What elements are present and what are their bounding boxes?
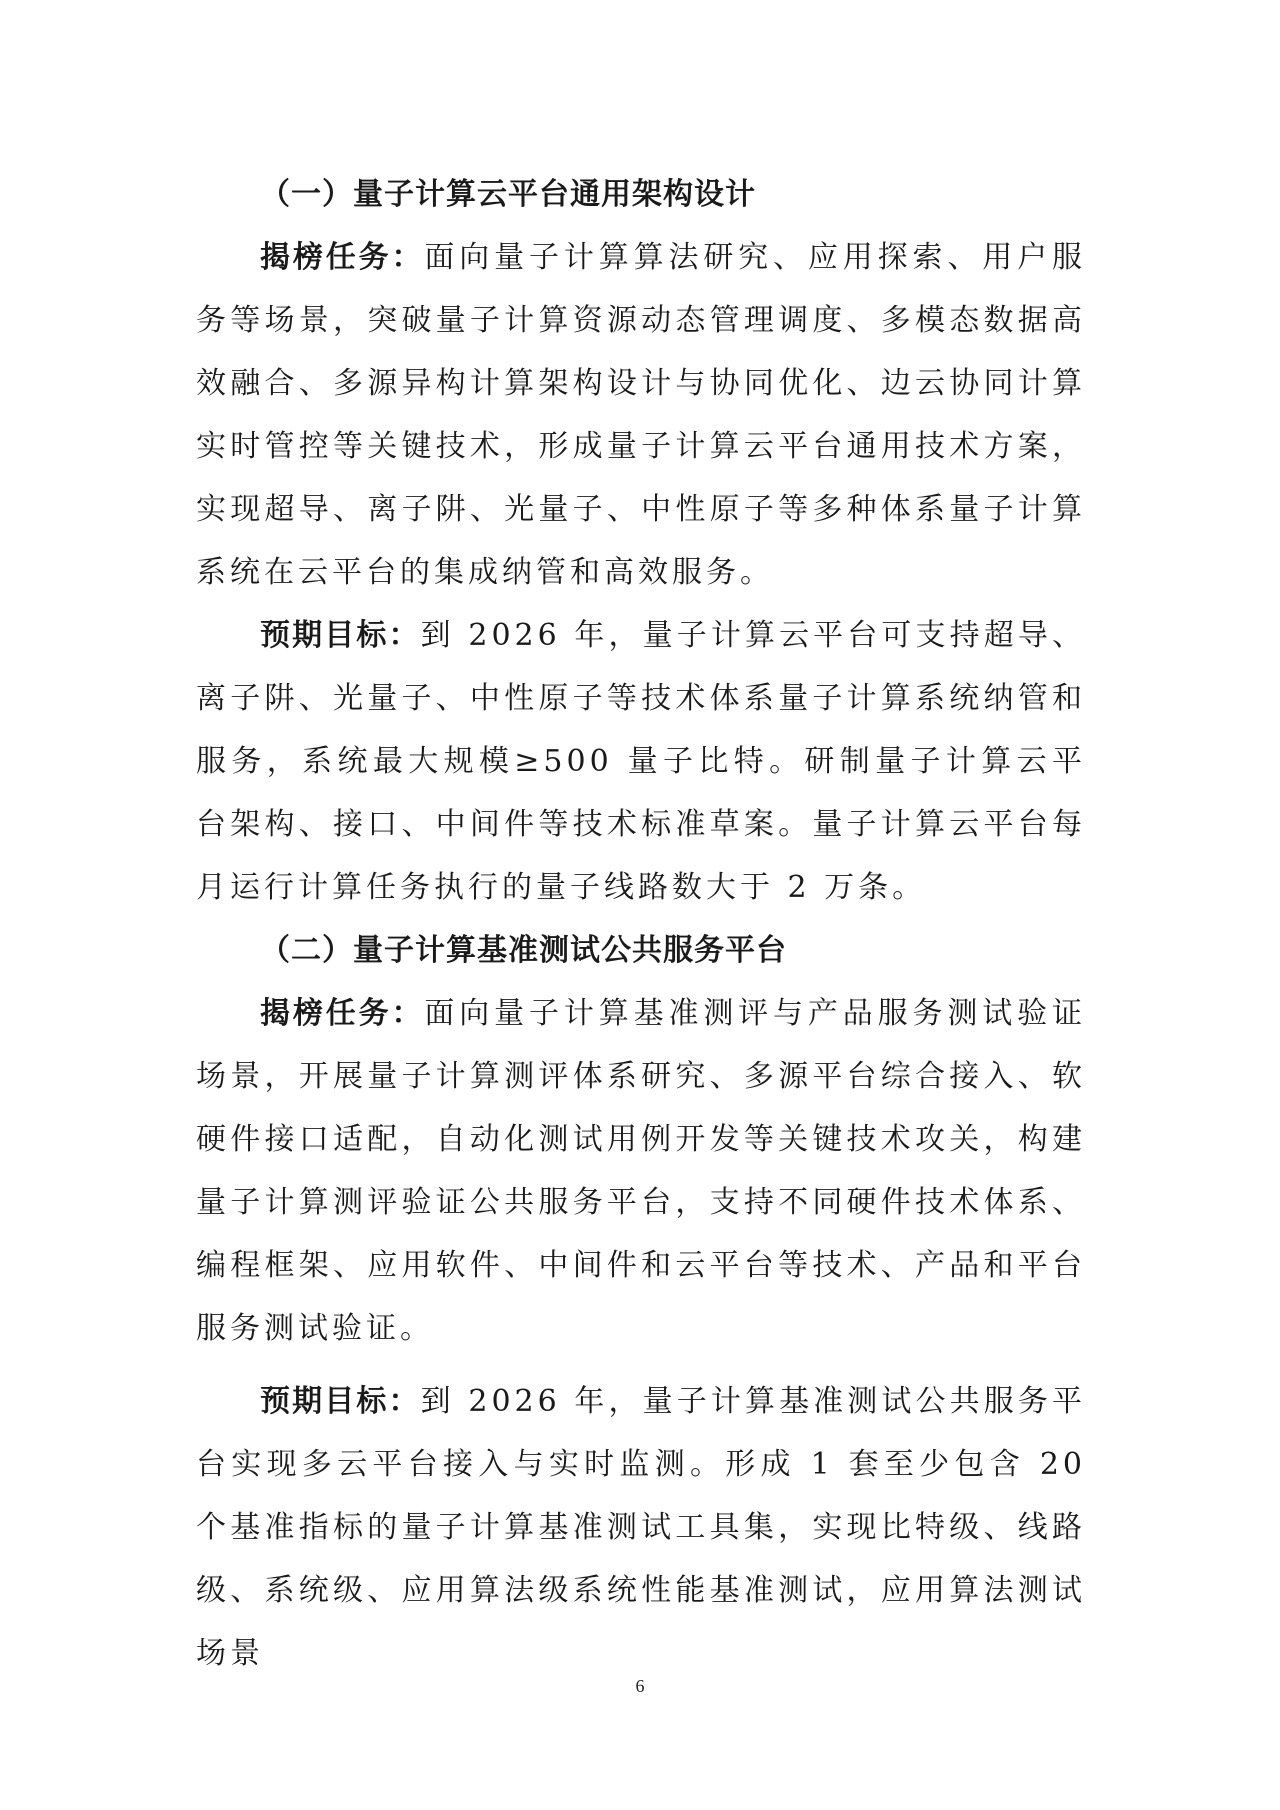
section-2-task-paragraph xyxy=(196,982,1086,1360)
goal-label: 预期目标： xyxy=(260,1384,421,1419)
section-heading-2: （二）量子计算基准测试公共服务平台 xyxy=(260,933,787,968)
task-text: 面向量子计算算法研究、应用探索、用户服务等场景，突破量子计算资源动态管理调度、多模态数据高效融合、多源异构计算架构设计与协同优化、边云协同计算实时管控等关键技术，形成量子计算云平台通用技术方案，实现超导、离子阱、光量子、中性原子等多种体系量子计算系统在云平台的集成纳管和高效服务。 xyxy=(196,240,1087,590)
task-label: 揭榜任务： xyxy=(260,996,425,1031)
section-1-task-paragraph xyxy=(196,226,1086,604)
task-label: 揭榜任务： xyxy=(260,240,425,275)
goal-text: 到 2026 年，量子计算基准测试公共服务平台实现多云平台接入与实时监测。形成 1 套至少包含 20 个基准指标的量子计算基准测试工具集，实现比特级、线路级、系统级、应用算法级系统性能基准测试，应用算法测试场景 xyxy=(196,1384,1087,1671)
task-text: 面向量子计算基准测评与产品服务测试验证场景，开展量子计算测评体系研究、多源平台综合接入、软硬件接口适配，自动化测试用例开发等关键技术攻关，构建量子计算测评验证公共服务平台，支持不同硬件技术体系、编程框架、应用软件、中间件和云平台等技术、产品和平台服务测试验证。 xyxy=(196,996,1087,1346)
section-1-goal-paragraph xyxy=(196,604,1086,919)
document-body xyxy=(196,163,1086,1685)
goal-text: 到 2026 年，量子计算云平台可支持超导、离子阱、光量子、中性原子等技术体系量子计算系统纳管和服务，系统最大规模≥500 量子比特。研制量子计算云平台架构、接口、中间件等技术标准草案。量子计算云平台每月运行计算任务执行的量子线路数大于 2 万条。 xyxy=(196,618,1087,905)
paragraph-gap xyxy=(196,1360,1086,1370)
section-2-goal-paragraph xyxy=(196,1370,1086,1685)
goal-label: 预期目标： xyxy=(260,618,421,653)
page-number: 6 xyxy=(635,1676,645,1696)
section-heading-1: （一）量子计算云平台通用架构设计 xyxy=(260,177,756,212)
